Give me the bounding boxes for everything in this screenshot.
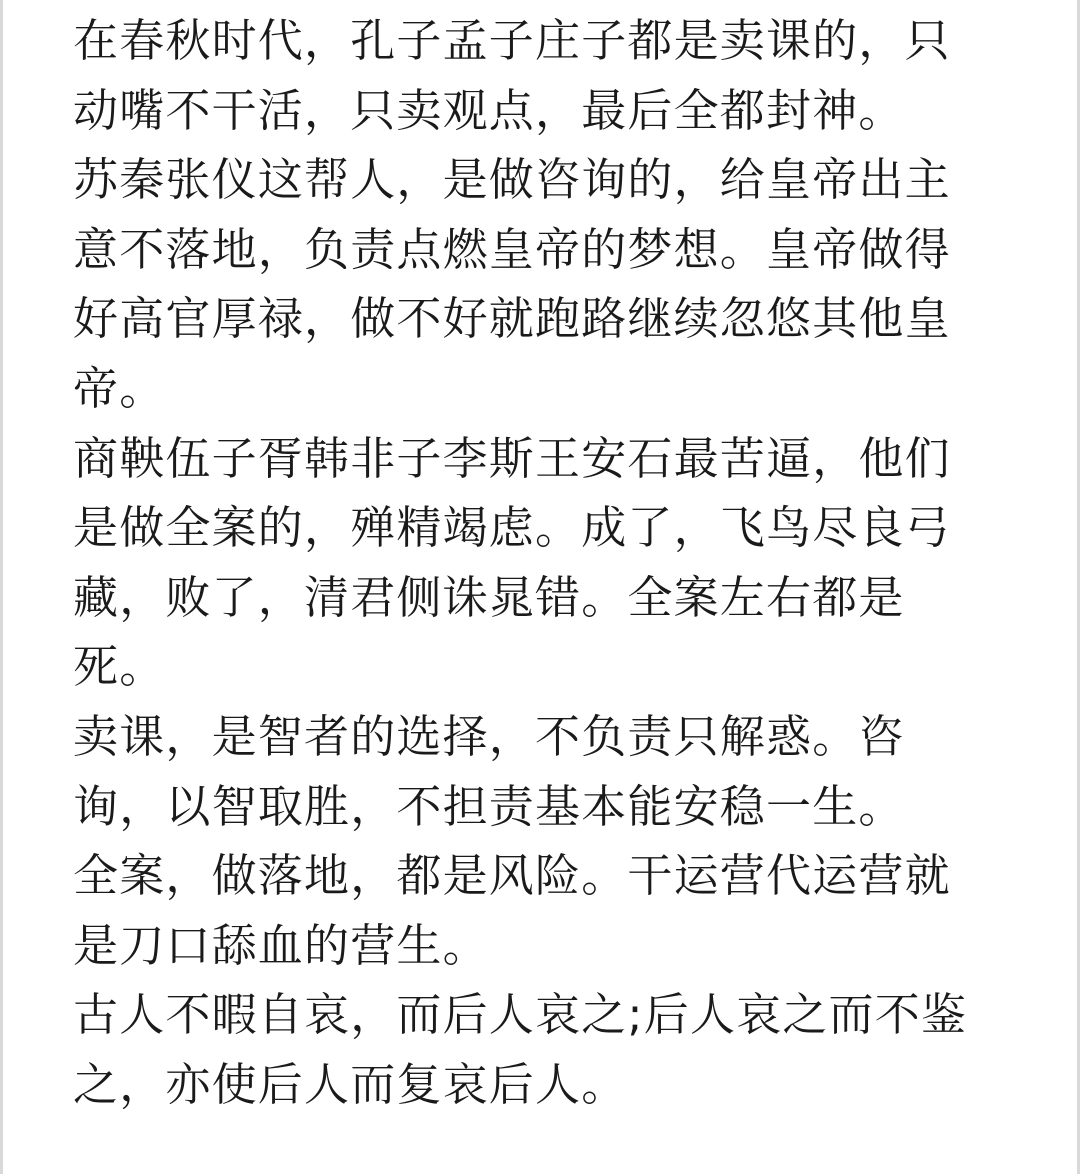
text-line: 询，以智取胜，不担责基本能安稳一生。 bbox=[73, 779, 905, 833]
text-line: 意不落地，负责点燃皇帝的梦想。皇帝做得 bbox=[73, 222, 951, 276]
text-line: 之，亦使后人而复哀后人。 bbox=[73, 1057, 628, 1111]
text-line: 苏秦张仪这帮人，是做咨询的，给皇帝出主 bbox=[73, 153, 951, 207]
text-line: 好高官厚禄，做不好就跑路继续忽悠其他皇 bbox=[73, 292, 951, 346]
text-line: 死。 bbox=[73, 640, 166, 694]
article-body bbox=[73, 6, 1033, 1120]
text-line: 全案，做落地，都是风险。干运营代运营就 bbox=[73, 849, 951, 903]
text-line: 商鞅伍子胥韩非子李斯王安石最苦逼，他们 bbox=[73, 431, 951, 485]
text-line: 藏，败了，清君侧诛晁错。全案左右都是 bbox=[73, 570, 905, 624]
text-line: 在春秋时代，孔子孟子庄子都是卖课的，只 bbox=[73, 14, 951, 67]
text-line: 是刀口舔血的营生。 bbox=[73, 918, 489, 972]
text-line: 动嘴不干活，只卖观点，最后全都封神。 bbox=[73, 83, 905, 137]
text-line: 帝。 bbox=[73, 361, 166, 415]
text-line: 古人不暇自哀，而后人哀之;后人哀之而不鉴 bbox=[73, 988, 968, 1042]
text-line: 卖课，是智者的选择，不负责只解惑。咨 bbox=[73, 709, 905, 763]
left-border bbox=[0, 0, 3, 1174]
text-line: 是做全案的，殚精竭虑。成了，飞鸟尽良弓 bbox=[73, 501, 951, 555]
